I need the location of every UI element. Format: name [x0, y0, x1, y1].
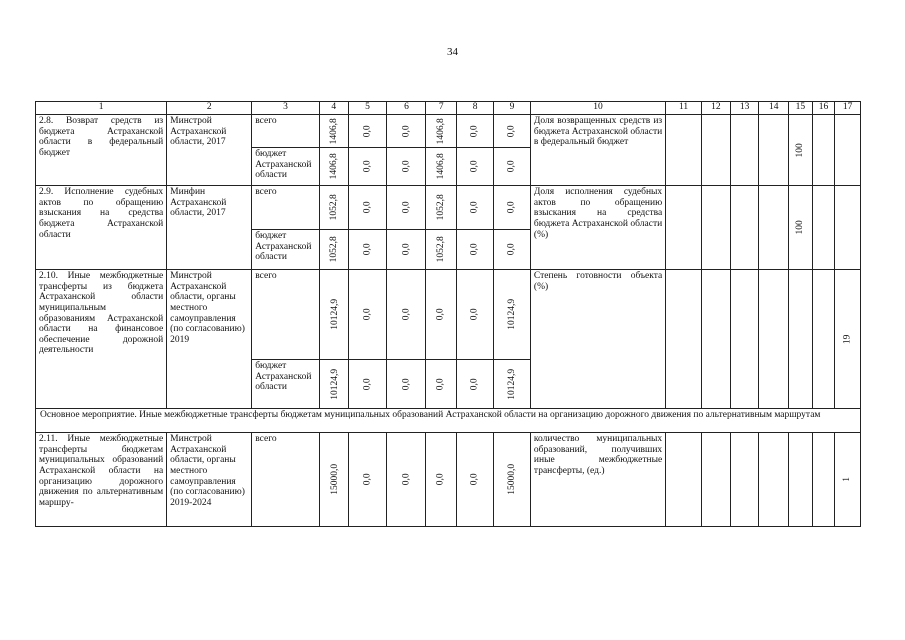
indicator: Доля исполнения судебных актов по обращению взыскания на средства бюджета Астраханской области (%) — [530, 186, 665, 270]
funding-source: бюджет Астраханской области — [252, 148, 320, 186]
col-header: 10 — [530, 102, 665, 115]
value-cell: 10124,9 — [494, 270, 531, 360]
indicator: количество муниципальных образований, получивших иные межбюджетные трансферты, (ед.) — [530, 433, 665, 527]
funding-source: всего — [252, 115, 320, 148]
value-cell: 0,0 — [348, 433, 387, 527]
value-cell: 1406,8 — [426, 115, 457, 148]
value-cell: 0,0 — [494, 148, 531, 186]
measure-name: 2.8. Возврат средств из бюджета Астраханской области в федеральный бюджет — [36, 115, 167, 186]
value-cell: 0,0 — [457, 186, 494, 230]
value-cell: 100 — [789, 115, 813, 186]
value-cell: 0,0 — [348, 115, 387, 148]
table-row — [36, 433, 861, 527]
value-cell: 0,0 — [457, 433, 494, 527]
value-cell: 0,0 — [426, 270, 457, 360]
col-header: 15 — [789, 102, 813, 115]
value-cell: 0,0 — [387, 186, 426, 230]
executor: Минстрой Астраханской области, 2017 — [167, 115, 252, 186]
value-cell: 0,0 — [348, 270, 387, 360]
value-cell: 0,0 — [348, 230, 387, 270]
funding-source: бюджет Астраханской области — [252, 360, 320, 409]
value-cell: 0,0 — [387, 148, 426, 186]
value-cell: 0,0 — [387, 360, 426, 409]
funding-source: всего — [252, 186, 320, 230]
col-header: 5 — [348, 102, 387, 115]
program-table — [35, 101, 861, 527]
funding-source: бюджет Астраханской области — [252, 230, 320, 270]
value-cell: 0,0 — [387, 270, 426, 360]
value-cell: 1052,8 — [319, 186, 348, 230]
col-header: 8 — [457, 102, 494, 115]
value-cell: 19 — [835, 270, 861, 409]
col-header: 4 — [319, 102, 348, 115]
value-cell: 0,0 — [348, 148, 387, 186]
funding-source: всего — [252, 433, 320, 527]
col-header: 3 — [252, 102, 320, 115]
value-cell: 15000,0 — [319, 433, 348, 527]
value-cell: 1406,8 — [319, 148, 348, 186]
value-cell: 0,0 — [387, 115, 426, 148]
header-row — [36, 102, 861, 115]
value-cell: 0,0 — [348, 186, 387, 230]
executor: Минстрой Астраханской области, органы местного самоуправления (по согласованию) 2019-2024 — [167, 433, 252, 527]
col-header: 2 — [167, 102, 252, 115]
col-header: 17 — [835, 102, 861, 115]
funding-source: всего — [252, 270, 320, 360]
page-number: 34 — [447, 46, 458, 58]
measure-name: 2.11. Иные межбюджетные трансферты бюджетам муниципальных образований Астраханской области на организацию дорожного движения по альтернативным маршру- — [36, 433, 167, 527]
value-cell: 0,0 — [494, 115, 531, 148]
col-header: 14 — [759, 102, 789, 115]
col-header: 11 — [666, 102, 702, 115]
value-cell: 0,0 — [387, 433, 426, 527]
executor: Минстрой Астраханской области, органы местного самоуправления (по согласованию) 2019 — [167, 270, 252, 409]
value-cell: 0,0 — [457, 270, 494, 360]
indicator: Степень готовности объекта (%) — [530, 270, 665, 409]
value-cell: 0,0 — [348, 360, 387, 409]
col-header: 13 — [730, 102, 759, 115]
value-cell: 10124,9 — [319, 360, 348, 409]
measure-name: 2.10. Иные межбюджетные трансферты из бюджета Астраханской области муниципальным образованиям Астраханской области на финансовое обеспечение дорожной деятельности — [36, 270, 167, 409]
value-cell: 0,0 — [426, 433, 457, 527]
col-header: 7 — [426, 102, 457, 115]
value-cell: 10124,9 — [319, 270, 348, 360]
value-cell: 0,0 — [494, 230, 531, 270]
table-row — [36, 115, 861, 148]
value-cell: 0,0 — [457, 360, 494, 409]
value-cell: 0,0 — [457, 230, 494, 270]
value-cell: 0,0 — [387, 230, 426, 270]
value-cell: 10124,9 — [494, 360, 531, 409]
value-cell: 1406,8 — [319, 115, 348, 148]
col-header: 1 — [36, 102, 167, 115]
value-cell: 1052,8 — [319, 230, 348, 270]
col-header: 6 — [387, 102, 426, 115]
value-cell: 0,0 — [426, 360, 457, 409]
value-cell: 100 — [789, 186, 813, 270]
value-cell: 1052,8 — [426, 186, 457, 230]
main-event-caption: Основное мероприятие. Иные межбюджетные трансферты бюджетам муниципальных образований Астраханской области на организацию дорожного движения по альтернативным маршрутам — [36, 409, 861, 433]
col-header: 12 — [702, 102, 731, 115]
executor: Минфин Астраханской области, 2017 — [167, 186, 252, 270]
col-header: 16 — [812, 102, 835, 115]
value-cell: 1406,8 — [426, 148, 457, 186]
value-cell: 0,0 — [457, 148, 494, 186]
col-header: 9 — [494, 102, 531, 115]
value-cell: 15000,0 — [494, 433, 531, 527]
measure-name: 2.9. Исполнение судебных актов по обращению взыскания на средства бюджета Астраханской области — [36, 186, 167, 270]
indicator: Доля возвращенных средств из бюджета Астраханской области в федеральный бюджет — [530, 115, 665, 186]
table-row — [36, 409, 861, 433]
value-cell: 1052,8 — [426, 230, 457, 270]
value-cell: 0,0 — [494, 186, 531, 230]
table-row — [36, 186, 861, 230]
table-row — [36, 270, 861, 360]
value-cell: 0,0 — [457, 115, 494, 148]
value-cell: 1 — [835, 433, 861, 527]
